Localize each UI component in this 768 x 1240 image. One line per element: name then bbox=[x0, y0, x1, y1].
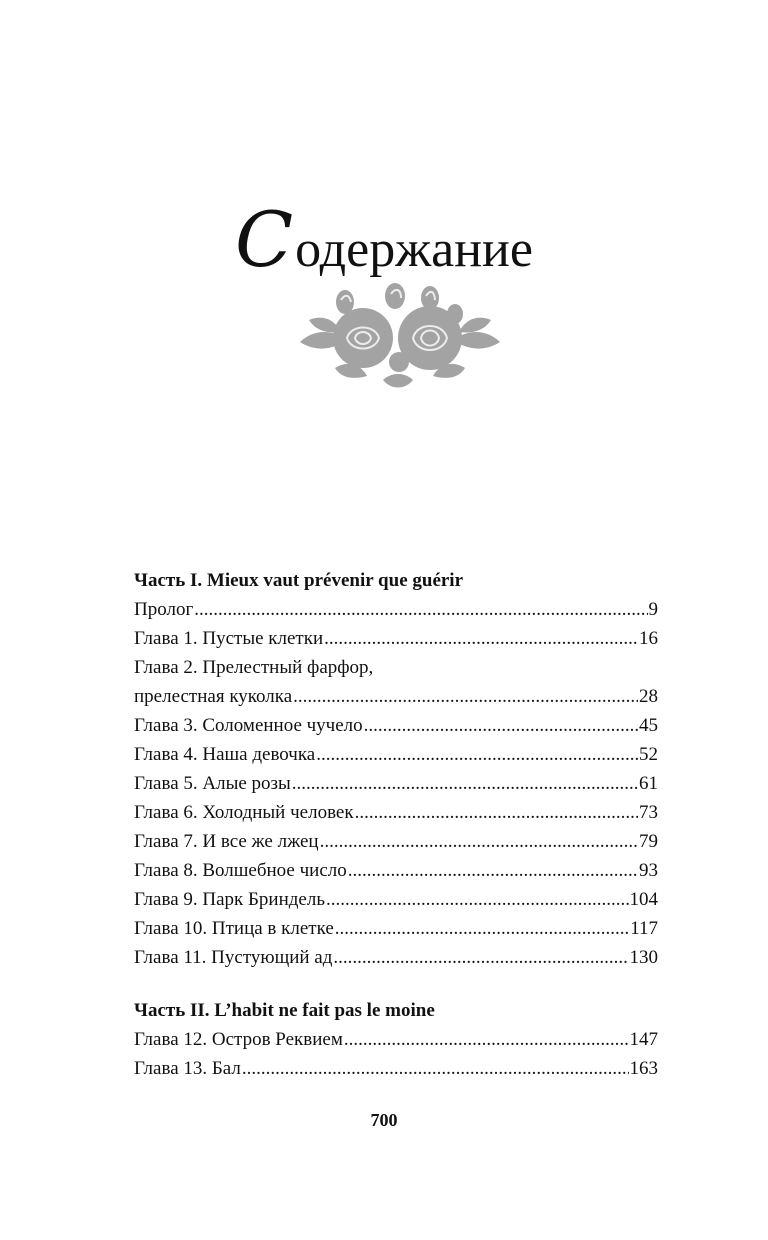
toc-entry-label: Глава 7. И все же лжец bbox=[134, 831, 319, 852]
toc-entry-page: 28 bbox=[639, 686, 658, 707]
toc-entry-label: Глава 12. Остров Реквием bbox=[134, 1029, 343, 1050]
leader-dots bbox=[344, 1025, 629, 1054]
leader-dots bbox=[316, 740, 638, 769]
title-rest: одержание bbox=[295, 221, 533, 278]
toc-entry-label: Глава 4. Наша девочка bbox=[134, 744, 316, 765]
toc-entry[interactable] bbox=[134, 682, 658, 711]
leader-dots bbox=[335, 914, 629, 943]
toc-entry-page: 9 bbox=[648, 599, 658, 620]
part-2-heading: Часть II. L’habit ne fait pas le moine bbox=[134, 1000, 435, 1021]
page-title bbox=[0, 195, 768, 290]
leader-dots bbox=[355, 798, 638, 827]
toc-entry-page: 61 bbox=[639, 773, 658, 794]
toc-entry-page: 130 bbox=[629, 947, 658, 968]
toc-entry-page: 45 bbox=[639, 715, 658, 736]
toc-entry-label: прелестная куколка bbox=[134, 686, 293, 707]
toc-entry-page: 147 bbox=[629, 1029, 658, 1050]
toc-entry-label: Глава 10. Птица в клетке bbox=[134, 918, 334, 939]
toc-entry[interactable] bbox=[134, 885, 658, 914]
toc-entry-label: Глава 13. Бал bbox=[134, 1058, 241, 1079]
toc-entry-label: Глава 9. Парк Бриндель bbox=[134, 889, 326, 910]
toc-entry[interactable] bbox=[134, 943, 658, 972]
toc-entry-label: Глава 8. Волшебное число bbox=[134, 860, 347, 881]
toc-entry-label: Пролог bbox=[134, 599, 194, 620]
leader-dots bbox=[333, 943, 628, 972]
leader-dots bbox=[194, 595, 647, 624]
title-initial: С bbox=[235, 195, 294, 284]
toc-entry[interactable] bbox=[134, 798, 658, 827]
toc-entry-page: 73 bbox=[639, 802, 658, 823]
toc-entry-page: 79 bbox=[639, 831, 658, 852]
leader-dots bbox=[364, 711, 638, 740]
toc-entry-page: 93 bbox=[639, 860, 658, 881]
roses-ornament-icon bbox=[295, 280, 505, 395]
leader-dots bbox=[320, 827, 638, 856]
toc-entry[interactable] bbox=[134, 595, 658, 624]
toc-entry[interactable] bbox=[134, 856, 658, 885]
toc-entry-label: Глава 11. Пустующий ад bbox=[134, 947, 333, 968]
toc-entry[interactable] bbox=[134, 914, 658, 943]
table-of-contents bbox=[134, 566, 658, 1083]
toc-entry-label: Глава 1. Пустые клетки bbox=[134, 628, 324, 649]
toc-entry-label: Глава 5. Алые розы bbox=[134, 773, 291, 794]
toc-entry-page: 117 bbox=[630, 918, 658, 939]
leader-dots bbox=[242, 1054, 629, 1083]
leader-dots bbox=[292, 769, 638, 798]
toc-entry-page: 104 bbox=[629, 889, 658, 910]
toc-entry[interactable] bbox=[134, 827, 658, 856]
page-number: 700 bbox=[370, 1110, 398, 1130]
toc-entry-page: 16 bbox=[639, 628, 658, 649]
toc-entry[interactable] bbox=[134, 1054, 658, 1083]
leader-dots bbox=[293, 682, 638, 711]
toc-entry[interactable] bbox=[134, 624, 658, 653]
toc-entry-page: 52 bbox=[639, 744, 658, 765]
toc-entry-label: Глава 6. Холодный человек bbox=[134, 802, 354, 823]
toc-entry[interactable] bbox=[134, 1025, 658, 1054]
toc-entry-label: Глава 3. Соломенное чучело bbox=[134, 715, 363, 736]
toc-entry[interactable] bbox=[134, 769, 658, 798]
toc-entry-page: 163 bbox=[629, 1058, 658, 1079]
toc-entry-label-line1[interactable]: Глава 2. Прелестный фарфор, bbox=[134, 657, 374, 678]
part-1-heading: Часть I. Mieux vaut prévenir que guérir bbox=[134, 570, 464, 591]
section-gap bbox=[134, 972, 658, 996]
leader-dots bbox=[324, 624, 638, 653]
toc-entry[interactable] bbox=[134, 740, 658, 769]
toc-entry[interactable] bbox=[134, 711, 658, 740]
leader-dots bbox=[326, 885, 628, 914]
leader-dots bbox=[348, 856, 638, 885]
